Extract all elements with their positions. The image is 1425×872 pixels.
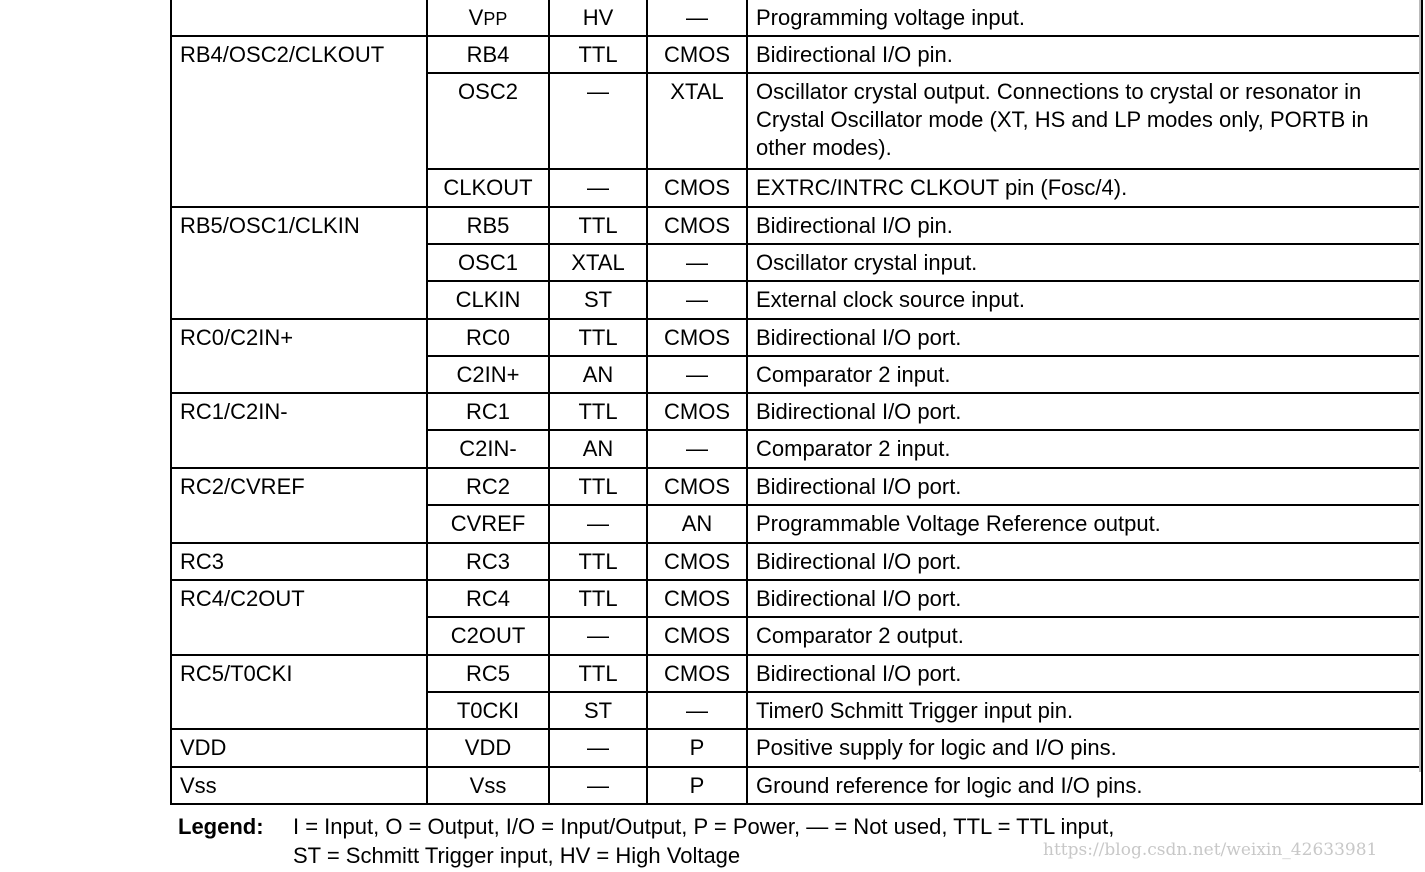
description-cell: Bidirectional I/O port.	[747, 319, 1422, 356]
pin-name-cell: RB4/OSC2/CLKOUT	[171, 36, 427, 73]
table-row	[171, 207, 1422, 244]
input-type-cell: TTL	[549, 655, 647, 692]
table-row	[171, 692, 1422, 729]
output-type-cell: CMOS	[647, 319, 747, 356]
table-row	[171, 244, 1422, 281]
input-type-cell: —	[549, 505, 647, 543]
pin-name-cell	[171, 169, 427, 207]
description-cell: Bidirectional I/O port.	[747, 580, 1422, 617]
pin-name-cell: RC2/CVREF	[171, 468, 427, 505]
description-cell: Bidirectional I/O port.	[747, 543, 1422, 580]
input-type-cell: —	[549, 73, 647, 169]
table-row	[171, 505, 1422, 543]
watermark: https://blog.csdn.net/weixin_42633981	[1043, 840, 1378, 860]
output-type-cell: CMOS	[647, 36, 747, 73]
description-cell: Timer0 Schmitt Trigger input pin.	[747, 692, 1422, 729]
output-type-cell: —	[647, 356, 747, 393]
function-cell: RC4	[427, 580, 549, 617]
function-cell: VDD	[427, 729, 549, 767]
pin-description-table	[170, 0, 1423, 805]
page-edge	[1419, 0, 1425, 772]
output-type-cell: CMOS	[647, 169, 747, 207]
description-cell: Oscillator crystal output. Connections to crystal or resonator in Crystal Oscillator mode (XT, HS and LP modes only, PORTB in other modes).	[747, 73, 1422, 169]
output-type-cell: —	[647, 692, 747, 729]
table-row	[171, 356, 1422, 393]
input-type-cell: ST	[549, 281, 647, 319]
description-cell: EXTRC/INTRC CLKOUT pin (Fosc/4).	[747, 169, 1422, 207]
function-cell: T0CKI	[427, 692, 549, 729]
pin-name-cell: RB5/OSC1/CLKIN	[171, 207, 427, 244]
input-type-cell: —	[549, 169, 647, 207]
pin-name-cell: RC4/C2OUT	[171, 580, 427, 617]
description-cell: Bidirectional I/O pin.	[747, 36, 1422, 73]
input-type-cell: TTL	[549, 393, 647, 430]
function-cell: OSC1	[427, 244, 549, 281]
table-row	[171, 169, 1422, 207]
table-row	[171, 430, 1422, 468]
pin-name-cell	[171, 692, 427, 729]
table-row	[171, 543, 1422, 580]
pin-name-cell: VDD	[171, 729, 427, 767]
description-cell: Ground reference for logic and I/O pins.	[747, 767, 1422, 804]
function-cell: C2OUT	[427, 617, 549, 655]
pin-name-cell: RC3	[171, 543, 427, 580]
function-cell: RC2	[427, 468, 549, 505]
table-row	[171, 0, 1422, 36]
function-cell: C2IN-	[427, 430, 549, 468]
output-type-cell: —	[647, 244, 747, 281]
pin-name-cell	[171, 244, 427, 281]
description-cell: Bidirectional I/O port.	[747, 655, 1422, 692]
output-type-cell: CMOS	[647, 393, 747, 430]
function-cell: CLKIN	[427, 281, 549, 319]
output-type-cell: —	[647, 281, 747, 319]
input-type-cell: —	[549, 729, 647, 767]
description-cell: Comparator 2 output.	[747, 617, 1422, 655]
function-cell: RC3	[427, 543, 549, 580]
description-cell: Positive supply for logic and I/O pins.	[747, 729, 1422, 767]
output-type-cell: CMOS	[647, 617, 747, 655]
function-cell: Vss	[427, 767, 549, 804]
output-type-cell: AN	[647, 505, 747, 543]
pin-name-cell	[171, 356, 427, 393]
table-row	[171, 617, 1422, 655]
pin-name-cell	[171, 617, 427, 655]
output-type-cell: CMOS	[647, 580, 747, 617]
output-type-cell: CMOS	[647, 207, 747, 244]
input-type-cell: —	[549, 767, 647, 804]
function-cell	[427, 0, 549, 36]
table-row	[171, 767, 1422, 804]
input-type-cell: —	[549, 617, 647, 655]
description-cell: Bidirectional I/O pin.	[747, 207, 1422, 244]
pin-name-cell	[171, 73, 427, 169]
pin-name-cell: RC0/C2IN+	[171, 319, 427, 356]
input-type-cell: AN	[549, 430, 647, 468]
function-main-text: V	[468, 5, 484, 30]
pin-name-cell	[171, 505, 427, 543]
table-row	[171, 36, 1422, 73]
output-type-cell: P	[647, 767, 747, 804]
output-type-cell: CMOS	[647, 655, 747, 692]
description-cell: Comparator 2 input.	[747, 430, 1422, 468]
pin-name-cell: RC5/T0CKI	[171, 655, 427, 692]
table-row	[171, 393, 1422, 430]
function-sub-text: PP	[483, 9, 508, 29]
pin-name-cell: Vss	[171, 767, 427, 804]
function-cell: RC0	[427, 319, 549, 356]
output-type-cell: —	[647, 430, 747, 468]
legend-label: Legend:	[178, 814, 264, 839]
input-type-cell: AN	[549, 356, 647, 393]
function-cell: RB5	[427, 207, 549, 244]
input-type-cell: TTL	[549, 580, 647, 617]
table-row	[171, 281, 1422, 319]
output-type-cell: CMOS	[647, 543, 747, 580]
table-row	[171, 580, 1422, 617]
function-cell: RC5	[427, 655, 549, 692]
description-cell: Programming voltage input.	[747, 0, 1422, 36]
description-cell: Bidirectional I/O port.	[747, 393, 1422, 430]
function-cell: C2IN+	[427, 356, 549, 393]
function-cell: CLKOUT	[427, 169, 549, 207]
input-type-cell: XTAL	[549, 244, 647, 281]
output-type-cell: P	[647, 729, 747, 767]
legend	[178, 812, 1114, 870]
legend-line-1: I = Input, O = Output, I/O = Input/Output, P = Power, — = Not used, TTL = TTL input,	[293, 814, 1115, 839]
description-cell: Oscillator crystal input.	[747, 244, 1422, 281]
description-cell: Bidirectional I/O port.	[747, 468, 1422, 505]
description-cell: External clock source input.	[747, 281, 1422, 319]
legend-line-2: ST = Schmitt Trigger input, HV = High Voltage	[293, 843, 741, 868]
input-type-cell: HV	[549, 0, 647, 36]
input-type-cell: ST	[549, 692, 647, 729]
pin-name-cell	[171, 281, 427, 319]
function-cell: OSC2	[427, 73, 549, 169]
pin-name-cell	[171, 430, 427, 468]
function-cell: RB4	[427, 36, 549, 73]
pin-name-cell: RC1/C2IN-	[171, 393, 427, 430]
function-cell: RC1	[427, 393, 549, 430]
table-row	[171, 468, 1422, 505]
input-type-cell: TTL	[549, 468, 647, 505]
table-row	[171, 655, 1422, 692]
description-cell: Programmable Voltage Reference output.	[747, 505, 1422, 543]
table-row	[171, 73, 1422, 169]
table-row	[171, 319, 1422, 356]
input-type-cell: TTL	[549, 319, 647, 356]
description-cell: Comparator 2 input.	[747, 356, 1422, 393]
output-type-cell: XTAL	[647, 73, 747, 169]
output-type-cell: CMOS	[647, 468, 747, 505]
input-type-cell: TTL	[549, 207, 647, 244]
input-type-cell: TTL	[549, 543, 647, 580]
output-type-cell: —	[647, 0, 747, 36]
table-row	[171, 729, 1422, 767]
pin-name-cell	[171, 0, 427, 36]
input-type-cell: TTL	[549, 36, 647, 73]
function-cell: CVREF	[427, 505, 549, 543]
